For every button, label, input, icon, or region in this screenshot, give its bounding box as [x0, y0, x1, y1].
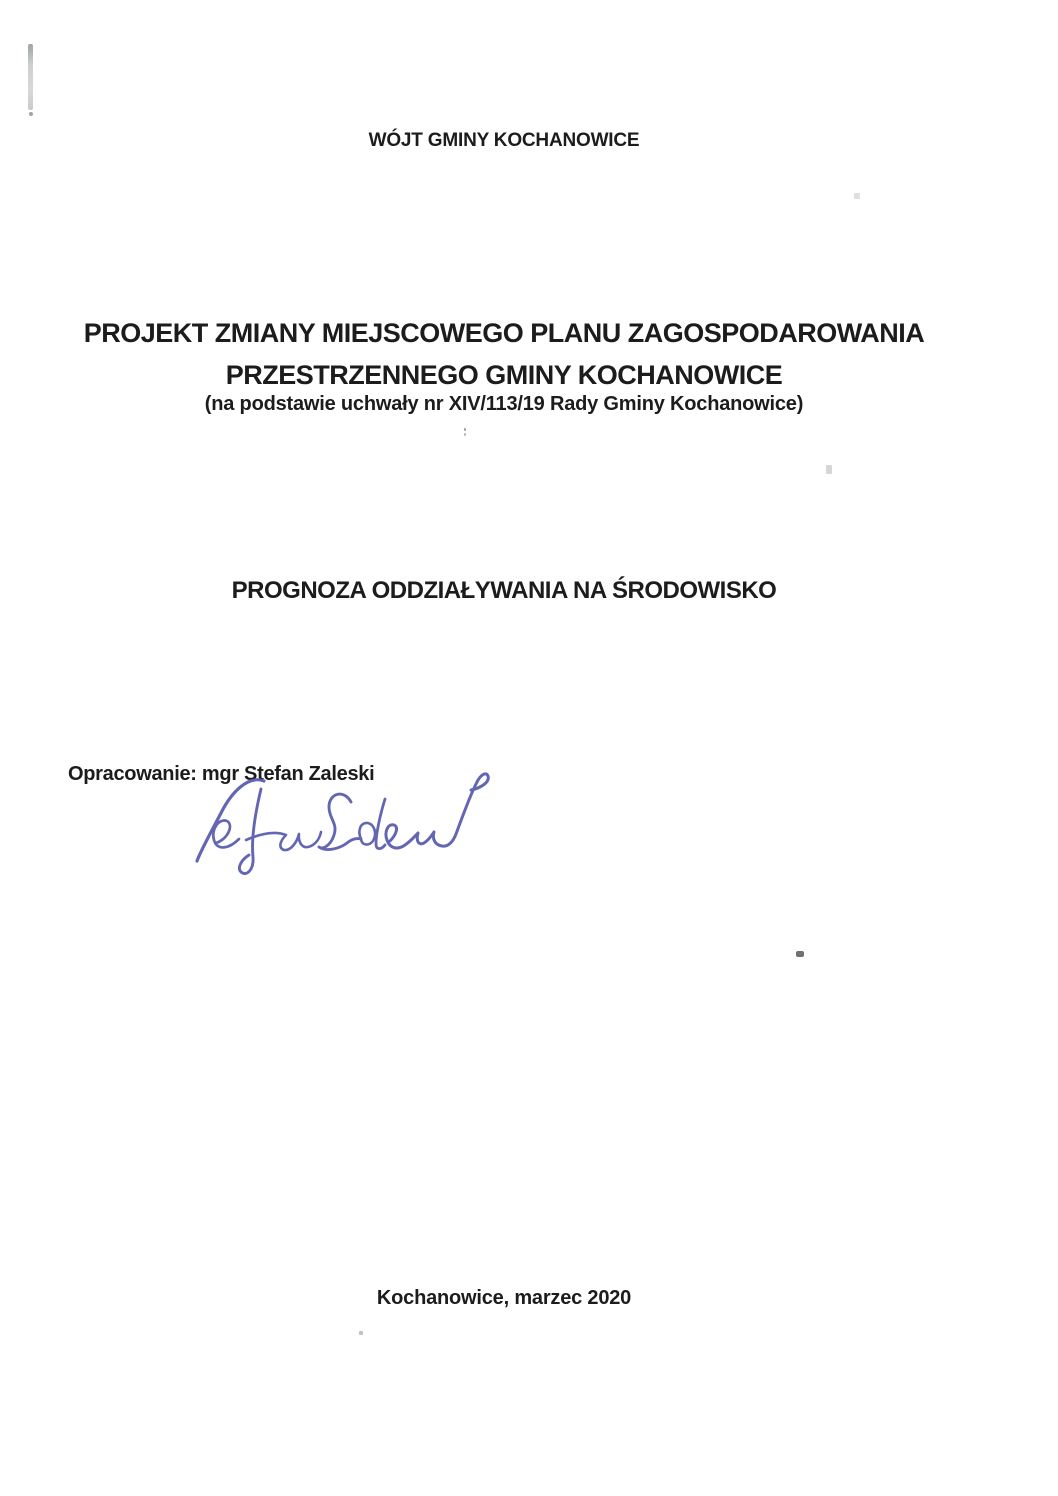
place-date-line: Kochanowice, marzec 2020	[376, 1287, 632, 1309]
scan-speck	[854, 193, 860, 199]
scan-speck	[796, 951, 804, 957]
scan-speck	[826, 465, 832, 474]
handwritten-signature	[185, 762, 495, 877]
scan-speck	[464, 428, 466, 431]
scan-artifact-dot	[29, 112, 33, 116]
document-title: PROJEKT ZMIANY MIEJSCOWEGO PLANU ZAGOSPODAROWANIA PRZESTRZENNEGO GMINY KOCHANOWICE	[83, 318, 925, 390]
author-line: Opracowanie: mgr Stefan Zaleski	[68, 763, 375, 785]
scan-speck	[359, 1331, 363, 1335]
legal-basis-line: (na podstawie uchwały nr XIV/113/19 Rady Gminy Kochanowice)	[204, 393, 804, 415]
scan-artifact-bar	[28, 44, 33, 110]
subject-heading: PROGNOZA ODDZIAŁYWANIA NA ŚRODOWISKO	[231, 577, 777, 604]
authority-heading: WÓJT GMINY KOCHANOWICE	[368, 130, 640, 151]
